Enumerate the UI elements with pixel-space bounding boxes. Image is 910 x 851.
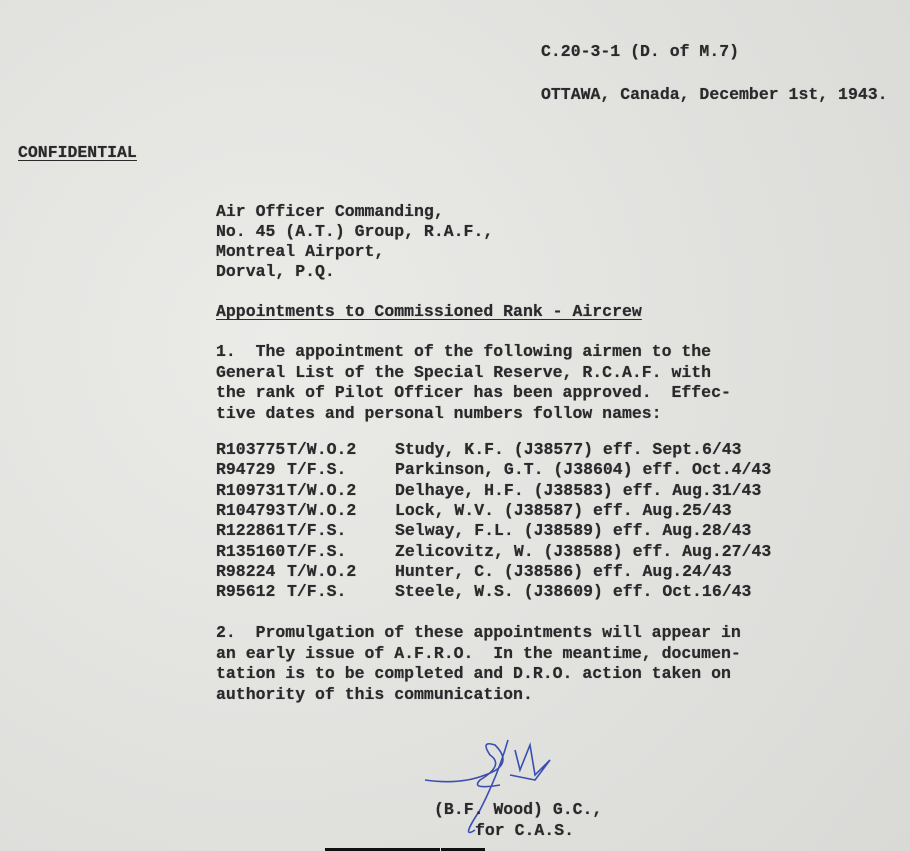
number-and-date	[504, 562, 732, 583]
address-line: Air Officer Commanding,	[216, 202, 444, 221]
file-reference: C.20-3-1 (D. of M.7)	[541, 42, 740, 61]
rank: T/F.S.	[287, 541, 347, 561]
officer-number: (J38604)	[553, 460, 633, 480]
personal-number: R135160	[216, 541, 286, 561]
officer-number: (J38577)	[513, 440, 594, 459]
text-line: 1. The appointment of the following airmen to the	[216, 342, 712, 361]
number-and-date	[553, 460, 771, 481]
rank: T/F.S.	[287, 521, 347, 541]
effective-date: eff. Aug.27/43	[632, 541, 772, 561]
signatory-authority: for C.A.S.	[475, 821, 575, 840]
officer-number: (J38588)	[543, 541, 623, 561]
number-and-date	[504, 501, 732, 522]
officer-number: (J38587)	[503, 500, 584, 520]
personal-number: R94729	[216, 460, 276, 480]
text-line: 2. Promulgation of these appointments will appear in	[216, 623, 741, 642]
effective-date: eff. Aug.28/43	[612, 521, 752, 541]
effective-date: eff. Sept.6/43	[602, 440, 742, 459]
text-line: the rank of Pilot Officer has been approved. Effec-	[216, 383, 731, 402]
officer-number: (J38586)	[503, 561, 584, 581]
airman-name: Selway, F.L.	[395, 521, 514, 541]
airman-name: Parkinson, G.T.	[395, 460, 544, 480]
officer-number: (J38589)	[523, 521, 603, 541]
personal-number: R98224	[216, 561, 276, 581]
airman-name: Steele, W.S.	[395, 582, 514, 602]
airman-name: Study, K.F.	[395, 440, 504, 459]
rank: T/F.S.	[287, 460, 347, 480]
personal-number: R109731	[216, 480, 286, 500]
classification: CONFIDENTIAL	[18, 143, 137, 162]
text-line: tation is to be completed and D.R.O. action taken on	[216, 664, 731, 683]
address-line: Montreal Airport,	[216, 242, 385, 261]
place-date: OTTAWA, Canada, December 1st, 1943.	[541, 85, 888, 104]
effective-date: eff. Aug.31/43	[622, 480, 762, 500]
effective-date: eff. Aug.24/43	[593, 561, 732, 581]
personal-number: R95612	[216, 582, 276, 602]
number-and-date	[524, 521, 752, 542]
airman-name: Lock, W.V.	[395, 500, 495, 520]
effective-date: eff. Oct.4/43	[642, 460, 772, 480]
address-line: Dorval, P.Q.	[216, 262, 335, 281]
personal-number: R122861	[216, 521, 286, 541]
effective-date: eff. Aug.25/43	[593, 500, 732, 520]
text-line: General List of the Special Reserve, R.C.A.F. with	[216, 362, 712, 382]
rank: T/F.S.	[287, 582, 347, 602]
airman-name: Delhaye, H.F.	[395, 480, 524, 500]
rank: T/W.O.2	[287, 561, 357, 581]
text-line: an early issue of A.F.R.O. In the meantime, documen-	[216, 643, 741, 663]
effective-date: eff. Oct.16/43	[612, 582, 752, 602]
number-and-date	[544, 542, 772, 563]
number-and-date	[514, 440, 742, 461]
address-line: No. 45 (A.T.) Group, R.A.F.,	[216, 222, 494, 241]
number-and-date	[534, 481, 762, 502]
rank: T/W.O.2	[287, 500, 357, 520]
text-line: authority of this communication.	[216, 684, 533, 704]
text-line: tive dates and personal numbers follow names:	[216, 403, 662, 423]
personal-number: R103775	[216, 440, 286, 459]
airman-name: Zelicovitz, W.	[395, 541, 534, 561]
number-and-date	[524, 582, 752, 603]
subject-line: Appointments to Commissioned Rank - Aircrew	[216, 302, 642, 321]
rank: T/W.O.2	[287, 440, 357, 459]
airman-name: Hunter, C.	[395, 561, 495, 581]
rank: T/W.O.2	[287, 480, 357, 500]
personal-number: R104793	[216, 500, 286, 520]
officer-number: (J38609)	[523, 582, 603, 602]
signatory-name: (B.F. Wood) G.C.,	[434, 800, 603, 819]
officer-number: (J38583)	[533, 480, 613, 500]
